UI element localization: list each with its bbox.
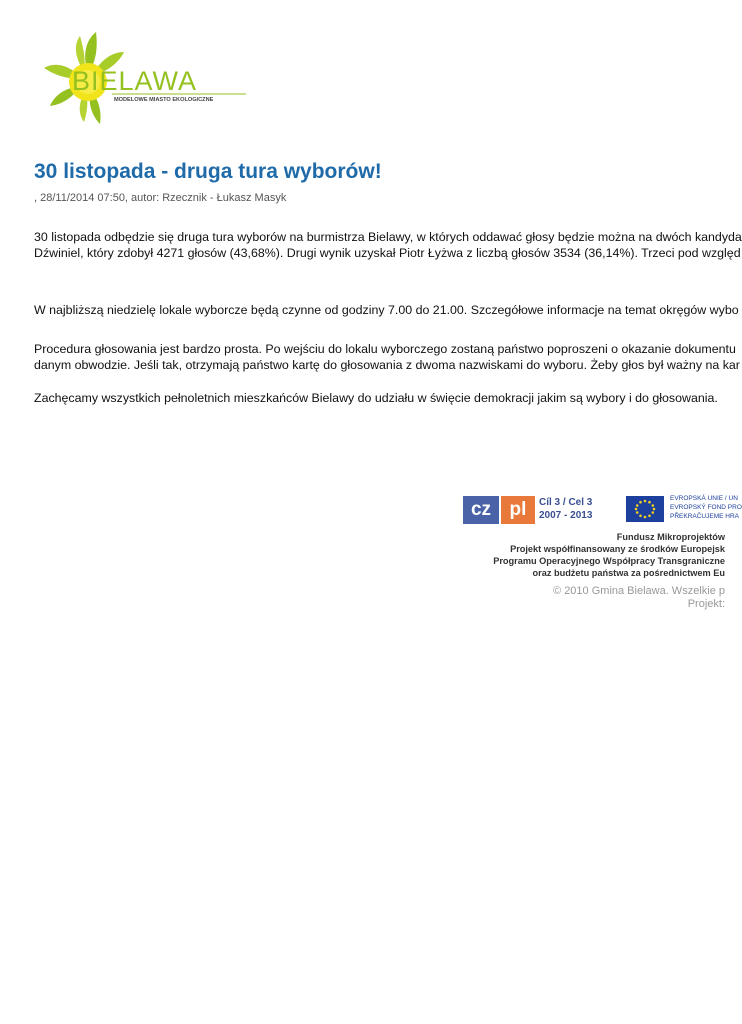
cil-cel-label bbox=[539, 496, 592, 522]
article-paragraph bbox=[34, 390, 725, 406]
eu-line: PŘEKRAČUJEME HRA bbox=[670, 513, 739, 520]
article-meta: , 28/11/2014 07:50, autor: Rzecznik - Łukasz Masyk bbox=[34, 192, 287, 204]
funding-line: Programu Operacyjnego Współpracy Transgraniczne bbox=[493, 556, 725, 566]
project-credit: Projekt: bbox=[687, 598, 725, 610]
funding-line: oraz budżetu państwa za pośrednictwem Eu bbox=[532, 568, 725, 578]
paragraph-line: danym obwodzie. Jeśli tak, otrzymają państwo kartę do głosowania z dwoma nazwiskami do wyboru. Żeby głos był ważny na kar bbox=[34, 358, 740, 372]
cil-line: Cíl 3 / Cel 3 bbox=[539, 497, 593, 508]
eu-line: EVROPSKÝ FOND PRO bbox=[670, 504, 742, 511]
copyright bbox=[553, 585, 725, 611]
eu-label bbox=[670, 494, 742, 521]
paragraph-line: W najbliższą niedzielę lokale wyborcze będą czynne od godziny 7.00 do 21.00. Szczegółowe informacje na temat okręgów wybo bbox=[34, 303, 739, 317]
pl-logo-block: pl bbox=[501, 496, 535, 524]
eu-flag-icon bbox=[626, 496, 664, 522]
logo-name: BIELAWA bbox=[72, 66, 198, 96]
cz-logo-block: cz bbox=[463, 496, 499, 524]
article-paragraph bbox=[34, 302, 739, 318]
paragraph-line: Dźwiniel, który zdobył 4271 głosów (43,68%). Drugi wynik uzyskał Piotr Łyżwa z liczbą głosów 3534 (36,14%). Trzeci pod względ bbox=[34, 246, 741, 260]
cil-years: 2007 - 2013 bbox=[539, 510, 593, 521]
funding-notice bbox=[465, 531, 725, 579]
article-paragraph bbox=[34, 341, 740, 373]
sponsor-logos bbox=[463, 494, 742, 528]
article-title: 30 listopada - druga tura wyborów! bbox=[34, 160, 382, 183]
sun-leaf-logo-graphic bbox=[30, 34, 252, 126]
article-paragraph bbox=[34, 229, 742, 261]
bielawa-logo[interactable] bbox=[30, 34, 252, 126]
logo-tagline: MODELOWE MIASTO EKOLOGICZNE bbox=[114, 97, 214, 103]
funding-line: Projekt współfinansowany ze środków Europejsk bbox=[510, 544, 725, 554]
eu-line: EVROPSKÁ UNIE / UN bbox=[670, 495, 738, 502]
funding-line: Fundusz Mikroprojektów bbox=[616, 532, 725, 542]
copyright-line: © 2010 Gmina Bielawa. Wszelkie p bbox=[553, 585, 725, 597]
paragraph-line: 30 listopada odbędzie się druga tura wyborów na burmistrza Bielawy, w których oddawać głosy będzie można na dwóch kandyda bbox=[34, 230, 742, 244]
paragraph-line: Procedura głosowania jest bardzo prosta. Po wejściu do lokalu wyborczego zostaną państwo poproszeni o okazanie dokumentu bbox=[34, 342, 736, 356]
paragraph-line: Zachęcamy wszystkich pełnoletnich mieszkańców Bielawy do udziału w święcie demokracji jakim są wybory i do głosowania. bbox=[34, 391, 718, 405]
